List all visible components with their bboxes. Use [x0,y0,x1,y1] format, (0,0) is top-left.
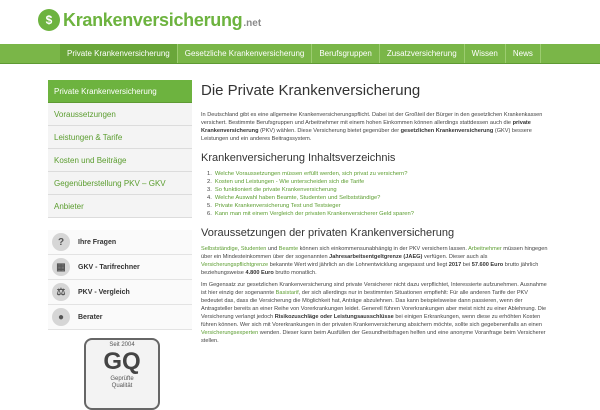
link-versicherungsexperten[interactable]: Versicherungsexperten [201,330,259,336]
text: bei einigen Erkrankungen, wenn diese zu erhöhten Kosten führen können. Wer sich mit Vorerkrankungen in der privaten Krankenversicherung absichern möchte, sollte sich gegebenenfalls an einen [201,314,543,328]
sidebar-item-voraussetzungen[interactable]: Voraussetzungen [48,103,192,126]
toc-link[interactable]: Welche Auswahl haben Beamte, Studenten und Selbstständige? [214,195,381,201]
toc-link[interactable]: Kann man mit einem Vergleich der privaten Krankenversicherer Geld sparen? [214,211,414,217]
bold-monthly-amount: 4.800 Euro [245,270,274,276]
sidebar-tool-fragen[interactable] [48,230,192,255]
tool-label: Berater [78,313,103,321]
bold-risikozuschlaege: Risikozuschläge oder Leistungsausschlüsse [274,314,394,320]
toc-link[interactable]: So funktioniert die private Krankenversicherung [214,187,337,193]
main-content [201,72,551,349]
link-studenten[interactable]: Studenten [240,246,267,252]
text: müssen hingegen über ein Mindesteinkommen über der sogenannten [201,246,548,260]
seal-mark: GQ [103,348,141,375]
question-icon: ? [52,233,70,251]
toc-link[interactable]: Welche Voraussetzungen müssen erfüllt werden, sich privat zu versichern? [214,171,408,177]
text: verfügen. Dieser auch als [422,254,488,260]
calculator-icon: ▦ [52,258,70,276]
toc-num: 6. [207,211,212,217]
tool-label: PKV - Vergleich [78,288,130,296]
logo-text: Krankenversicherung [63,9,243,30]
intro-bold-2: gesetzlichen Krankenversicherung [400,128,494,134]
bold-year: 2017 [448,262,462,268]
top-navigation [0,44,600,64]
link-versicherungspflichtgrenze[interactable]: Versicherungspflichtgrenze [201,262,269,268]
toc-item[interactable] [207,194,551,202]
topnav-item-zusatz[interactable]: Zusatzversicherung [380,44,465,63]
section-title-voraussetzungen: Voraussetzungen der privaten Krankenversicherung [201,227,455,239]
sidebar-item-anbieter[interactable]: Anbieter [48,195,192,218]
text: bei [461,262,472,268]
sidebar-spacer [48,218,192,230]
toc-item[interactable] [207,202,551,210]
toc-title: Krankenversicherung Inhaltsverzeichnis [201,152,396,164]
toc-num: 5. [207,203,212,209]
text: , der sich allerdings nur in bestimmten Situationen empfiehlt: Für alle anderen Tarife der PKV bedeutet das, dass die Versicherung die Möglichkeit hat, Anträge abzulehnen. Das kann beispielsweise dann passieren, wenn der Antragsteller bereits an einer Reihe von Vorerkrankungen leidet. Generell führen Vorerkrankungen aber meist nicht zu einer Ablehnung. Die Versicherung verlangt jedoch [201,290,547,320]
tool-label: Ihre Fragen [78,238,117,246]
toc-item[interactable] [207,210,551,218]
toc-link[interactable]: Kosten und Leistungen - Wie unterscheiden sich die Tarife [214,179,365,185]
text: und [266,246,279,252]
intro-bold-1: private Krankenversicherung [201,120,531,134]
toc-num: 4. [207,195,212,201]
paragraph-voraussetzungen [201,245,551,277]
logo-mark-icon: $ [38,9,60,31]
intro-paragraph [201,111,551,143]
paragraph-aufnahme [201,281,551,345]
site-logo[interactable] [38,6,261,34]
topnav-item-gesetzliche[interactable]: Gesetzliche Krankenversicherung [178,44,313,63]
bold-jaeg: Jahresarbeitsentgeltgrenze (JAEG) [329,254,423,260]
text: brutto monatlich. [273,270,317,276]
sidebar [48,80,192,410]
scales-icon: ⚖ [52,283,70,301]
link-basistarif[interactable]: Basistarif [275,290,299,296]
toc-link[interactable]: Private Krankenversicherung Test und Testsieger [214,203,341,209]
toc-num: 2. [207,179,212,185]
sidebar-item-gegenueberstellung[interactable]: Gegenüberstellung PKV – GKV [48,172,192,195]
sidebar-tool-berater[interactable] [48,305,192,330]
seal-line2: Qualität [111,383,133,389]
toc-item[interactable] [207,178,551,186]
table-of-contents [207,170,551,218]
link-beamte[interactable]: Beamte [278,246,299,252]
seal-year: Seit 2004 [109,342,135,348]
toc-item[interactable] [207,170,551,178]
toc-num: 3. [207,187,212,193]
text: wenden. Dieser kann beim Ausfüllen der Gesundheitsfragen helfen und eine anonyme Voranfrage beim Versicherer stellen. [201,330,546,344]
page-title: Die Private Krankenversicherung [201,82,421,99]
person-icon: ● [52,308,70,326]
sidebar-item-private[interactable]: Private Krankenversicherung [48,80,192,103]
sidebar-item-leistungen[interactable]: Leistungen & Tarife [48,126,192,149]
topnav-item-private[interactable]: Private Krankenversicherung [60,44,178,63]
intro-text-2: (PKV) wählen. Diese Versicherung bietet gegenüber der [258,128,401,134]
bold-yearly-amount: 57.600 Euro [471,262,504,268]
logo-tld: .net [243,17,262,29]
text: Im Gegensatz zur gesetzlichen Krankenversicherung sind private Versicherer nicht dazu verpflichtet, Interessierte aufzunehmen. Ausnahme ist hier einzig der sogenannte [201,282,547,296]
toc-num: 1. [207,171,212,177]
sidebar-tool-pkv-vergleich[interactable] [48,280,192,305]
quality-seal [84,338,160,410]
link-selbststaendige[interactable]: Selbstständige [201,246,238,252]
sidebar-tool-gkv-rechner[interactable] [48,255,192,280]
intro-text-3: (GKV) bessere Leistungen und ein anderes Beitragssystem. [201,128,532,142]
text: , [237,246,241,252]
link-arbeitnehmer[interactable]: Arbeitnehmer [468,246,502,252]
topnav-item-news[interactable]: News [506,44,541,63]
text: brutto jährlich beziehungsweise [201,262,539,276]
topnav-item-berufsgruppen[interactable]: Berufsgruppen [312,44,379,63]
toc-item[interactable] [207,186,551,194]
text: können sich einkommensunabhängig in der PKV versichern lassen. [298,246,469,252]
sidebar-item-kosten[interactable]: Kosten und Beiträge [48,149,192,172]
text: bekannte Wert wird jährlich an die Lohnentwicklung angepasst und liegt [268,262,449,268]
seal-line1: Geprüfte [110,376,134,382]
intro-text-1: In Deutschland gibt es eine allgemeine Krankenversicherungspflicht. Dabei ist der Großteil der Bürger in den gesetzlichen Krankenkassen versichert. Bestimmte Berufsgruppen und Arbeitnehmer mit einem hohen Einkommen können allerdings stattdessen auch die [201,112,543,126]
topnav-item-wissen[interactable]: Wissen [465,44,506,63]
tool-label: GKV - Tarifrechner [78,263,140,271]
